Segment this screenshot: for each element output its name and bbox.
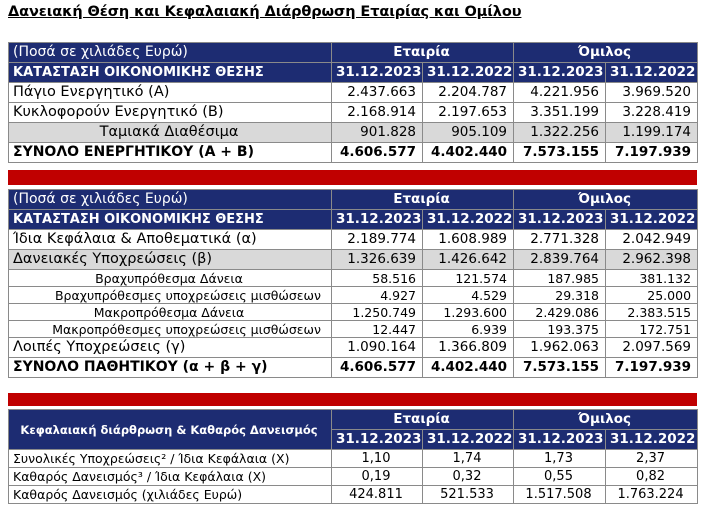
cell-value: 2.839.764 [514,250,606,270]
cell-value: 1.199.174 [606,123,698,143]
cell-value: 121.574 [423,270,514,287]
statement-header: ΚΑΤΑΣΤΑΣΗ ΟΙΚΟΝΟΜΙΚΗΣ ΘΕΣΗΣ [9,210,332,230]
table-row [9,270,698,287]
cell-value: 3.351.199 [514,103,606,123]
liabilities-table [8,189,698,378]
cell-value: 29.318 [514,287,606,304]
table-header-row [9,410,698,430]
cell-value: 1.962.063 [514,338,606,358]
table-row [9,287,698,304]
row-label: Λοιπές Υποχρεώσεις (γ) [9,338,332,358]
red-divider [8,393,697,406]
date-header: 31.12.2022 [423,430,514,450]
company-header: Εταιρία [332,410,514,430]
date-header: 31.12.2023 [514,430,606,450]
cell-value: 0,32 [423,468,514,486]
date-header: 31.12.2022 [606,210,698,230]
date-header: 31.12.2022 [606,430,698,450]
statement-header: ΚΑΤΑΣΤΑΣΗ ΟΙΚΟΝΟΜΙΚΗΣ ΘΕΣΗΣ [9,63,332,83]
cell-value: 7.573.155 [514,143,606,163]
capital-table [8,409,698,504]
row-label: ΣΥΝΟΛΟ ΠΑΘΗΤΙΚΟΥ (α + β + γ) [9,358,332,378]
table-row [9,83,698,103]
unit-label: (Ποσά σε χιλιάδες Ευρώ) [9,190,332,210]
table-row [9,321,698,338]
cell-value: 2.437.663 [332,83,423,103]
cell-value: 4.927 [332,287,423,304]
cell-value: 1.763.224 [606,486,698,504]
cell-value: 2.042.949 [606,230,698,250]
row-label: Καθαρός Δανεισμός (χιλιάδες Ευρώ) [9,486,332,504]
cell-value: 901.828 [332,123,423,143]
table-date-row [9,210,698,230]
cell-value: 12.447 [332,321,423,338]
cell-value: 58.516 [332,270,423,287]
cell-value: 4.402.440 [423,358,514,378]
cell-value: 521.533 [423,486,514,504]
cell-value: 1.366.809 [423,338,514,358]
cell-value: 2.962.398 [606,250,698,270]
cell-value: 1.326.639 [332,250,423,270]
table-row [9,338,698,358]
cell-value: 1.608.989 [423,230,514,250]
cell-value: 1.426.642 [423,250,514,270]
group-header: Όμιλος [514,43,698,63]
date-header: 31.12.2023 [332,210,423,230]
date-header: 31.12.2022 [423,63,514,83]
unit-label: (Ποσά σε χιλιάδες Ευρώ) [9,43,332,63]
cell-value: 2,37 [606,450,698,468]
cell-value: 0,19 [332,468,423,486]
cell-value: 3.228.419 [606,103,698,123]
assets-table [8,42,698,163]
cell-value: 0,82 [606,468,698,486]
group-header: Όμιλος [514,410,698,430]
cell-value: 4.402.440 [423,143,514,163]
date-header: 31.12.2023 [332,63,423,83]
row-label: Κυκλοφορούν Ενεργητικό (Β) [9,103,332,123]
cell-value: 3.969.520 [606,83,698,103]
cell-value: 193.375 [514,321,606,338]
capital-header: Κεφαλαιακή διάρθρωση & Καθαρός Δανεισμός [9,410,332,450]
total-row [9,143,698,163]
date-header: 31.12.2023 [514,63,606,83]
cell-value: 2.189.774 [332,230,423,250]
table-row [9,304,698,321]
row-label: Πάγιο Ενεργητικό (Α) [9,83,332,103]
cell-value: 2.204.787 [423,83,514,103]
page-title: Δανειακή Θέση και Κεφαλαιακή Διάρθρωση Εταιρίας και Ομίλου [8,4,522,20]
date-header: 31.12.2023 [514,210,606,230]
table-row [9,468,698,486]
cell-value: 1.322.256 [514,123,606,143]
table-row [9,103,698,123]
table-row [9,123,698,143]
cell-value: 2.771.328 [514,230,606,250]
cell-value: 4.221.956 [514,83,606,103]
table-row [9,230,698,250]
cell-value: 4.606.577 [332,358,423,378]
table-header-row [9,43,698,63]
table-row [9,450,698,468]
row-label: Ταμιακά Διαθέσιμα [9,123,332,143]
cell-value: 1.090.164 [332,338,423,358]
cell-value: 7.197.939 [606,143,698,163]
cell-value: 905.109 [423,123,514,143]
table-date-row [9,63,698,83]
company-header: Εταιρία [332,190,514,210]
cell-value: 4.606.577 [332,143,423,163]
cell-value: 6.939 [423,321,514,338]
cell-value: 2.197.653 [423,103,514,123]
row-label: Ίδια Κεφάλαια & Αποθεματικά (α) [9,230,332,250]
date-header: 31.12.2023 [332,430,423,450]
total-row [9,358,698,378]
cell-value: 4.529 [423,287,514,304]
cell-value: 1,10 [332,450,423,468]
cell-value: 7.573.155 [514,358,606,378]
cell-value: 1.250.749 [332,304,423,321]
table-header-row [9,190,698,210]
row-label: Συνολικές Υποχρεώσεις² / Ίδια Κεφάλαια (Χ) [9,450,332,468]
cell-value: 7.197.939 [606,358,698,378]
row-label: Μακροπρόθεσμες υποχρεώσεις μισθώσεων [9,321,332,338]
company-header: Εταιρία [332,43,514,63]
cell-value: 187.985 [514,270,606,287]
table-row [9,250,698,270]
cell-value: 172.751 [606,321,698,338]
cell-value: 25.000 [606,287,698,304]
cell-value: 424.811 [332,486,423,504]
cell-value: 0,55 [514,468,606,486]
cell-value: 2.429.086 [514,304,606,321]
table-row [9,486,698,504]
cell-value: 2.383.515 [606,304,698,321]
row-label: Βραχυπρόθεσμες υποχρεώσεις μισθώσεων [9,287,332,304]
date-header: 31.12.2022 [606,63,698,83]
date-header: 31.12.2022 [423,210,514,230]
cell-value: 2.168.914 [332,103,423,123]
row-label: Καθαρός Δανεισμός³ / Ίδια Κεφάλαια (Χ) [9,468,332,486]
row-label: Μακροπρόθεσμα Δάνεια [9,304,332,321]
cell-value: 1,73 [514,450,606,468]
row-label: Δανειακές Υποχρεώσεις (β) [9,250,332,270]
row-label: Βραχυπρόθεσμα Δάνεια [9,270,332,287]
cell-value: 381.132 [606,270,698,287]
cell-value: 1.517.508 [514,486,606,504]
red-divider [8,170,697,185]
group-header: Όμιλος [514,190,698,210]
cell-value: 1,74 [423,450,514,468]
cell-value: 1.293.600 [423,304,514,321]
cell-value: 2.097.569 [606,338,698,358]
row-label: ΣΥΝΟΛΟ ΕΝΕΡΓΗΤΙΚΟΥ (Α + Β) [9,143,332,163]
